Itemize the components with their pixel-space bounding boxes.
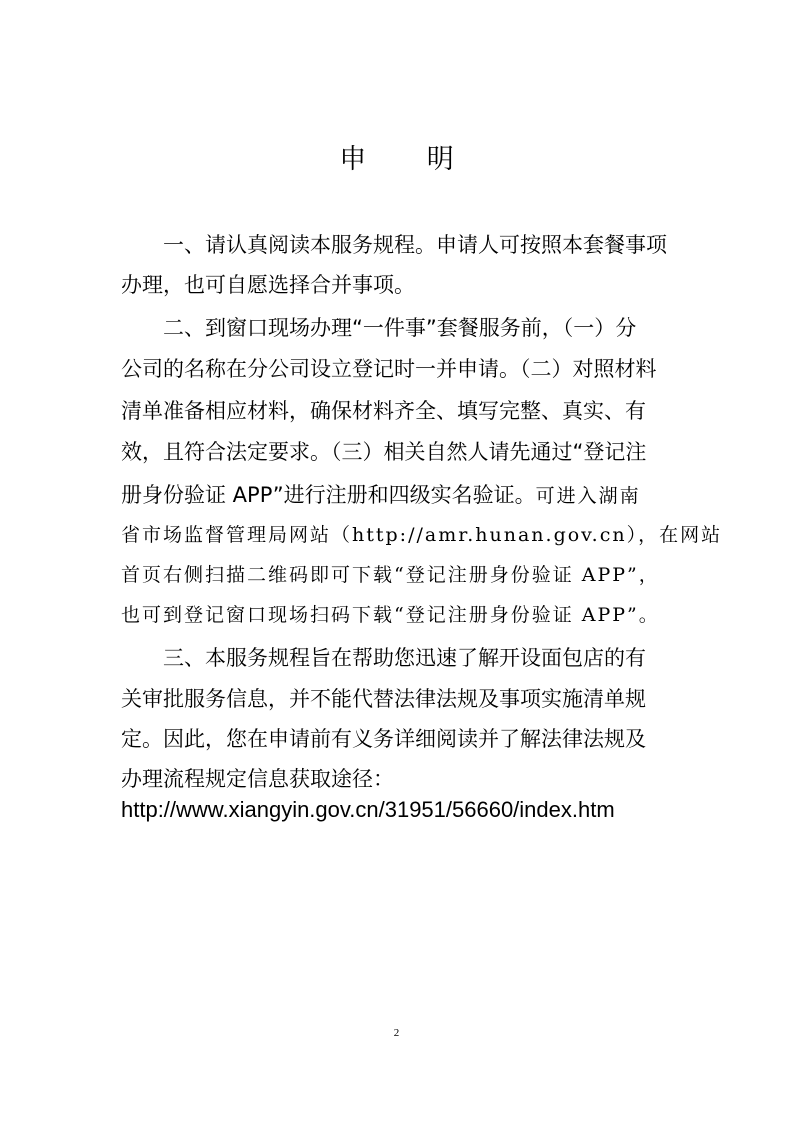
page-number: 2 <box>393 1027 400 1039</box>
paragraph-2-line-1: 二、到窗口现场办理“一件事”套餐服务前，（一）分 <box>163 316 637 340</box>
paragraph-2-line-2: 公司的名称在分公司设立登记时一并申请。（二）对照材料 <box>121 357 657 381</box>
paragraph-2-line-5 <box>121 480 641 511</box>
paragraph-1-line-2: 办理，也可自愿选择合并事项。 <box>121 273 415 297</box>
paragraph-2-line-3: 清单准备相应材料，确保材料齐全、填写完整、真实、有 <box>121 399 646 423</box>
info-url: http://www.xiangyin.gov.cn/31951/56660/index.htm <box>121 797 615 822</box>
paragraph-3-line-1: 三、本服务规程旨在帮助您迅速了解开设面包店的有 <box>163 646 646 670</box>
document-title: 申 明 <box>339 144 480 175</box>
paragraph-1-line-1: 一、请认真阅读本服务规程。申请人可按照本套餐事项 <box>163 233 667 257</box>
paragraph-3-line-3: 定。因此，您在申请前有义务详细阅读并了解法律法规及 <box>121 727 646 751</box>
paragraph-3-line-2: 关审批服务信息，并不能代替法律法规及事项实施清单规 <box>121 687 646 711</box>
paragraph-2-line-4: 效，且符合法定要求。（三）相关自然人请先通过“登记注 <box>121 440 647 464</box>
paragraph-2-line-8: 也可到登记窗口现场扫码下载“登记注册身份验证 APP”。 <box>121 604 660 626</box>
paragraph-2-line-5-main: 册身份验证 APP”进行注册和四级实名验证。 <box>121 483 536 507</box>
paragraph-3-line-4: 办理流程规定信息获取途径： <box>121 767 394 791</box>
paragraph-2-line-7: 首页右侧扫描二维码即可下载“登记注册身份验证 APP”， <box>121 564 660 586</box>
paragraph-2-line-5-tail: 可进入湖南 <box>535 485 641 507</box>
paragraph-2-line-6: 省市场监督管理局网站（http://amr.hunan.gov.cn），在网站 <box>121 524 723 546</box>
